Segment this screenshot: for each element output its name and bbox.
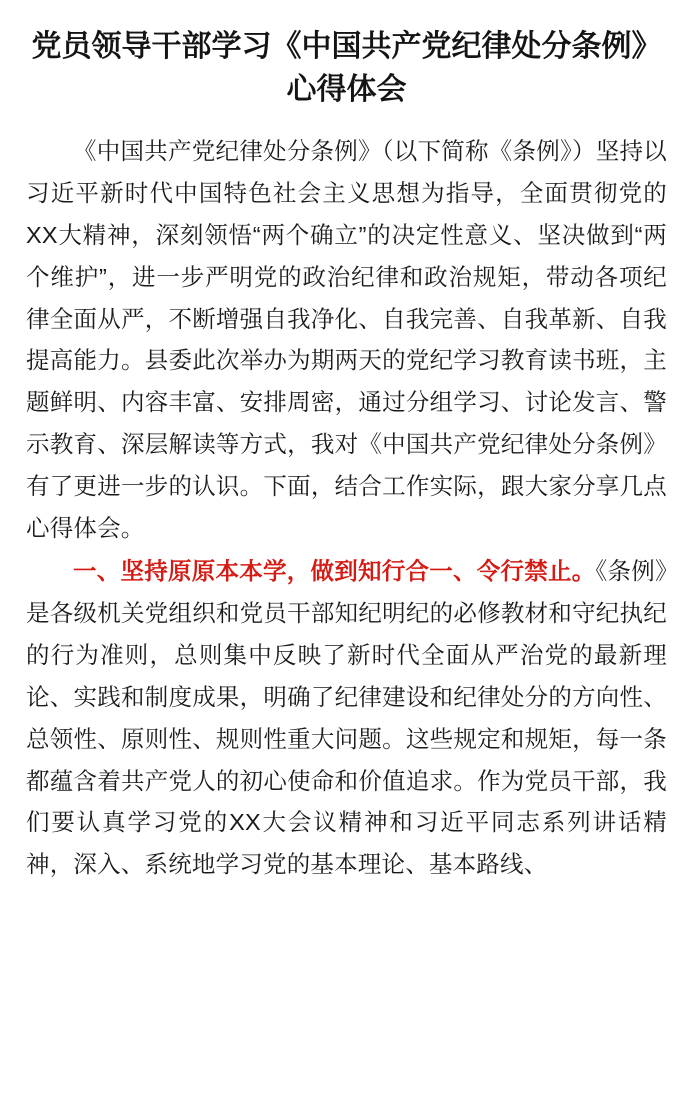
page-title: 党员领导干部学习《中国共产党纪律处分条例》心得体会 xyxy=(31,30,662,106)
paragraph-1: 《中国共产党纪律处分条例》（以下简称《条例》）坚持以习近平新时代中国特色社会主义思想为指导，全面贯彻党的XX大精神，深刻领悟“两个确立”的决定性意义、坚决做到“两个维护”，进一步严明党的政治纪律和政治规矩，带动各项纪律全面从严，不断增强自我净化、自我完善、自我革新、自我提高能力。县委此次举办为期两天的党纪学习教育读书班，主题鲜明、内容丰富、安排周密，通过分组学习、讨论发言、警示教育、深层解读等方式，我对《中国共产党纪律处分条例》有了更进一步的认识。下面，结合工作实际，跟大家分享几点心得体会。 xyxy=(26,138,667,541)
section-heading-1: 一、坚持原原本本学，做到知行合一、令行禁止。 xyxy=(73,558,596,585)
document-body xyxy=(26,131,667,888)
paragraph-2-text: 《条例》是各级机关党组织和党员干部知纪明纪的必修教材和守纪执纪的行为准则，总则集中反映了新时代全面从严治党的最新理论、实践和制度成果，明确了纪律建设和纪律处分的方向性、总领性、原则性、规则性重大问题。这些规定和规矩，每一条都蕴含着共产党人的初心使命和价值追求。作为党员干部，我们要认真学习党的XX大会议精神和习近平同志系列讲话精神，深入、系统地学习党的基本理论、基本路线、 xyxy=(26,558,667,878)
paragraph-2 xyxy=(26,551,667,886)
